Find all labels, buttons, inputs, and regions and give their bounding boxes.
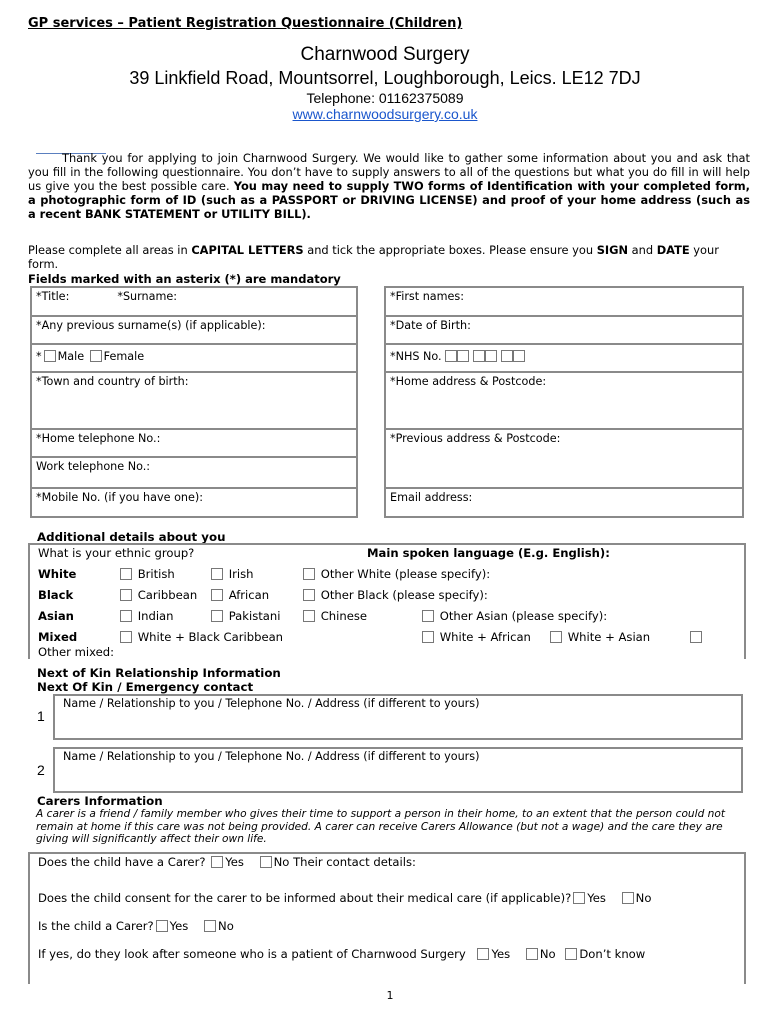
previous-address-field[interactable]: *Previous address & Postcode: — [385, 429, 743, 488]
mobile-field[interactable]: *Mobile No. (if you have one): — [31, 488, 357, 517]
british-checkbox[interactable] — [120, 568, 132, 580]
previous-surname-field[interactable]: *Any previous surname(s) (if applicable): — [31, 316, 357, 344]
practice-address: 39 Linkfield Road, Mountsorrel, Loughborough, Leics. LE12 7DJ — [129, 68, 641, 88]
carers-section — [28, 852, 746, 984]
nhs-digit-box[interactable] — [485, 350, 497, 362]
intro-paragraph — [28, 151, 750, 221]
other-asian-checkbox[interactable] — [422, 610, 434, 622]
page-number: 1 — [386, 989, 394, 1002]
ethnic-question: What is your ethnic group? — [38, 546, 195, 560]
female-checkbox[interactable] — [90, 350, 102, 362]
has-carer-question: Does the child have a Carer? Yes No Their contact details: — [38, 855, 416, 869]
carer-consent-question: Does the child consent for the carer to be informed about their medical care (if applicable)? Yes No — [38, 891, 652, 905]
next-of-kin-2-field[interactable]: Name / Relationship to you / Telephone No. / Address (if different to yours) — [53, 747, 743, 793]
home-address-field[interactable]: *Home address & Postcode: — [385, 372, 743, 429]
pakistani-checkbox[interactable] — [211, 610, 223, 622]
date-of-birth-field[interactable]: *Date of Birth: — [385, 316, 743, 344]
cares-for-patient-yes-checkbox[interactable] — [477, 948, 489, 960]
other-mixed-checkbox[interactable] — [690, 631, 702, 643]
white-asian-checkbox[interactable] — [550, 631, 562, 643]
mandatory-note: Fields marked with an asterix (*) are mandatory — [28, 272, 341, 286]
has-carer-yes-checkbox[interactable] — [211, 856, 223, 868]
other-mixed-label: Other mixed: — [38, 645, 115, 659]
consent-yes-checkbox[interactable] — [573, 892, 585, 904]
personal-details-right — [384, 286, 744, 518]
personal-details-left — [30, 286, 358, 518]
kin-number-2: 2 — [37, 762, 45, 778]
other-white-checkbox[interactable] — [303, 568, 315, 580]
black-label: Black — [38, 588, 74, 602]
intro-text: Thank you for applying to join Charnwood Surgery. We would like to gather some information about you and ask that you fill in the following questionnaire. You don’t have to supply answers to all of the questions but what you do fill in will help us give you the best possible care. — [28, 151, 750, 193]
is-carer-no-checkbox[interactable] — [204, 920, 216, 932]
kin-number-1: 1 — [37, 708, 45, 724]
first-names-field[interactable]: *First names: — [385, 287, 743, 316]
asian-label: Asian — [38, 609, 74, 623]
gender-field: * Male Female — [31, 344, 357, 372]
african-checkbox[interactable] — [211, 589, 223, 601]
practice-telephone: Telephone: 01162375089 — [306, 90, 464, 106]
has-carer-no-checkbox[interactable] — [260, 856, 272, 868]
instructions-paragraph: Please complete all areas in CAPITAL LETTERS and tick the appropriate boxes. Please ensure you SIGN and DATE your form. — [28, 243, 719, 271]
irish-checkbox[interactable] — [211, 568, 223, 580]
nhs-number-field: *NHS No. — [385, 344, 743, 372]
practice-name: Charnwood Surgery — [300, 44, 470, 65]
cares-for-patient-dont-know-checkbox[interactable] — [565, 948, 577, 960]
kin-title: Next of Kin Relationship Information — [37, 666, 281, 680]
white-african-checkbox[interactable] — [422, 631, 434, 643]
other-black-checkbox[interactable] — [303, 589, 315, 601]
main-language-field[interactable]: Main spoken language (E.g. English): — [367, 546, 610, 560]
indian-checkbox[interactable] — [120, 610, 132, 622]
additional-details-title: Additional details about you — [37, 530, 226, 544]
work-telephone-field[interactable]: Work telephone No.: — [31, 457, 357, 488]
nhs-digit-box[interactable] — [513, 350, 525, 362]
document-title: GP services – Patient Registration Questionnaire (Children) — [28, 16, 463, 31]
mixed-label: Mixed — [38, 630, 78, 644]
cares-for-patient-question: If yes, do they look after someone who is a patient of Charnwood Surgery Yes No Don’t know — [38, 947, 646, 961]
white-label: White — [38, 567, 77, 581]
nhs-digit-box[interactable] — [501, 350, 513, 362]
carer-contact-details-field[interactable]: Their contact details: — [293, 855, 416, 869]
consent-no-checkbox[interactable] — [622, 892, 634, 904]
male-checkbox[interactable] — [44, 350, 56, 362]
is-carer-yes-checkbox[interactable] — [156, 920, 168, 932]
title-surname-field[interactable]: *Title: *Surname: — [31, 287, 357, 316]
is-carer-question: Is the child a Carer? Yes No — [38, 919, 234, 933]
chinese-checkbox[interactable] — [303, 610, 315, 622]
intro-id-requirements: You may need to supply TWO forms of Identification with your completed form, a photographic form of ID (such as a PASSPORT or DRIVING LICENSE) and proof of your home address (such as a recent BANK STATEMENT or UTILITY BILL). — [28, 179, 750, 221]
white-black-caribbean-checkbox[interactable] — [120, 631, 132, 643]
nhs-digit-box[interactable] — [457, 350, 469, 362]
carers-description: A carer is a friend / family member who gives their time to support a person in their home, to an extent that the person could not remain at home if this care was not being provided. A carer can receive Carers Allowance (but not a wage) and the care they are giving will significantly affect their own life. — [36, 808, 726, 845]
cares-for-patient-no-checkbox[interactable] — [526, 948, 538, 960]
carers-title: Carers Information — [37, 794, 163, 808]
town-of-birth-field[interactable]: *Town and country of birth: — [31, 372, 357, 429]
next-of-kin-1-field[interactable]: Name / Relationship to you / Telephone No. / Address (if different to yours) — [53, 694, 743, 740]
practice-website-link[interactable] — [0, 106, 770, 122]
emergency-contact-title: Next Of Kin / Emergency contact — [37, 680, 254, 694]
nhs-digit-box[interactable] — [445, 350, 457, 362]
home-telephone-field[interactable]: *Home telephone No.: — [31, 429, 357, 457]
nhs-digit-box[interactable] — [473, 350, 485, 362]
caribbean-checkbox[interactable] — [120, 589, 132, 601]
website-text[interactable]: www.charnwoodsurgery.co.uk — [292, 106, 478, 122]
email-field[interactable]: Email address: — [385, 488, 743, 517]
